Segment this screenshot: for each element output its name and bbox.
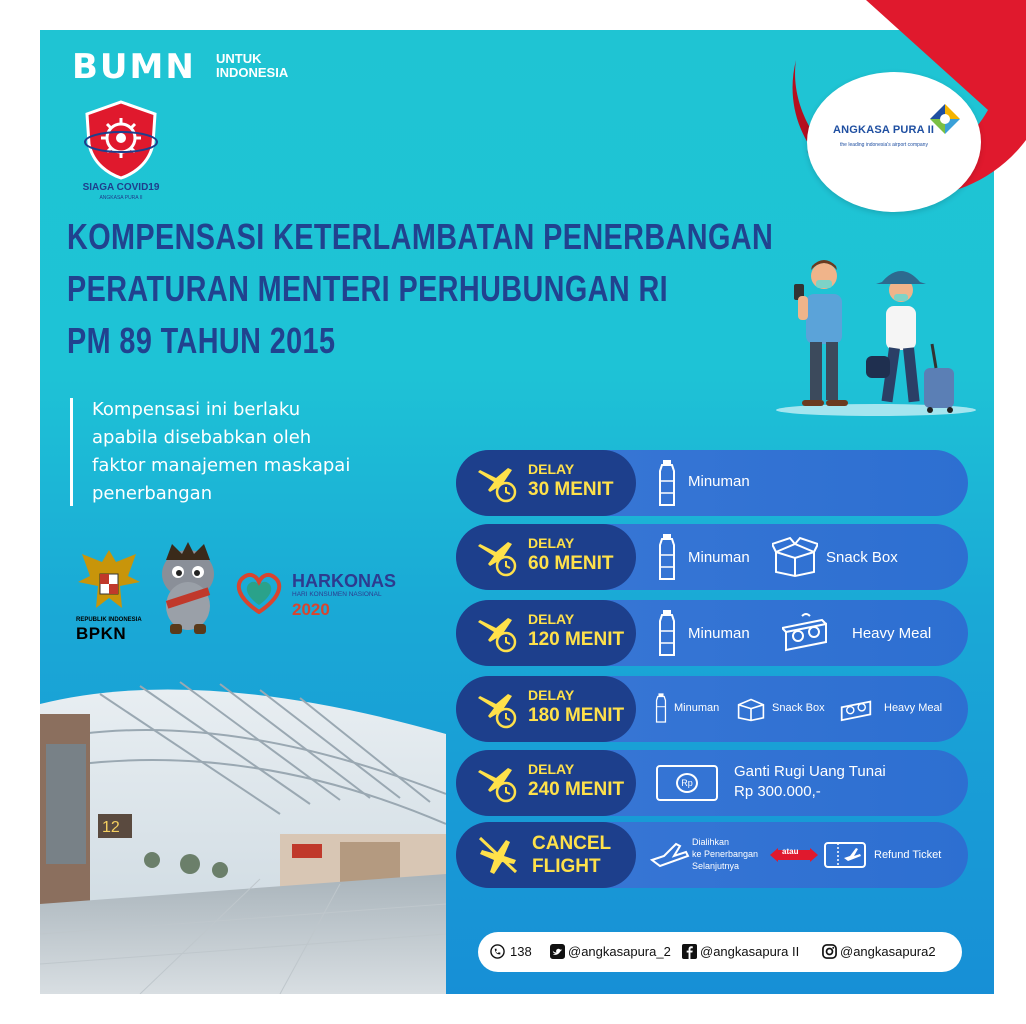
water-bottle-icon [656, 609, 678, 657]
redirect-line-2: ke Penerbangan [692, 849, 759, 859]
intro-line-2: apabila disebabkan oleh [92, 427, 312, 448]
harkonas-heart-icon [234, 572, 284, 614]
cash-icon [656, 765, 718, 801]
cancel-flight-row [456, 822, 968, 888]
water-bottle-icon [654, 691, 668, 725]
facebook-icon [682, 944, 697, 959]
plane-delay-icon [476, 688, 520, 730]
phone-icon [490, 944, 505, 959]
heavy-meal-icon [782, 612, 830, 654]
heavy-meal-icon [834, 693, 878, 723]
compensation-item: Minuman [688, 549, 750, 566]
bpkn-subtitle: REPUBLIK INDONESIA [76, 617, 142, 623]
snack-box-icon [772, 536, 818, 578]
delay-pill [456, 676, 636, 742]
mascot-icon [152, 540, 224, 636]
refund-ticket-label: Refund Ticket [874, 849, 942, 861]
compensation-item: Heavy Meal [852, 625, 932, 642]
delay-label: DELAY [528, 461, 575, 477]
plane-delay-icon [476, 536, 520, 578]
ticket-icon [824, 842, 866, 868]
plane-delay-icon [476, 762, 520, 804]
compensation-amount: Rp 300.000,- [734, 783, 821, 800]
delay-row-30 [456, 450, 968, 516]
plane-delay-icon [476, 462, 520, 504]
harkonas-title: HARKONAS [292, 571, 397, 591]
delay-label: DELAY [528, 761, 575, 777]
rupiah-symbol: Rp [676, 773, 698, 793]
airport-terminal-photo [40, 674, 446, 994]
compensation-item: Minuman [674, 702, 720, 714]
plane-delay-icon [476, 612, 520, 654]
social-contact-bar [478, 932, 962, 972]
plane-cancel-icon [476, 834, 520, 876]
intro-text [92, 396, 432, 508]
bumn-sub-line-2: INDONESIA [216, 65, 289, 80]
delay-duration: 30 MENIT [528, 479, 614, 500]
redirect-line-3: Selanjutnya [692, 861, 740, 871]
delay-row-180 [456, 676, 968, 742]
delay-label: DELAY [528, 687, 575, 703]
siaga-covid-shield-icon [83, 100, 159, 180]
delay-row-60 [456, 524, 968, 590]
instagram-icon [822, 944, 837, 959]
delay-label: DELAY [528, 611, 575, 627]
delay-row-120 [456, 600, 968, 666]
angkasa-pura-logo-icon [928, 102, 962, 136]
harkonas-subtitle: HARI KONSUMEN NASIONAL [292, 591, 382, 598]
bumn-sub-line-1: UNTUK [216, 51, 262, 66]
airport-company-tagline: the leading indonesia's airport company [840, 142, 928, 148]
intro-accent-bar [70, 398, 73, 506]
airport-company-name: ANGKASA PURA II [833, 124, 935, 136]
siaga-covid-title: SIAGA COVID19 [82, 182, 160, 193]
water-bottle-icon [656, 459, 678, 507]
water-bottle-icon [656, 533, 678, 581]
delay-duration: 60 MENIT [528, 553, 614, 574]
snack-box-icon [736, 694, 766, 722]
delay-row-240 [456, 750, 968, 816]
compensation-item: Snack Box [772, 702, 825, 714]
compensation-item: Snack Box [826, 549, 898, 566]
redirect-text [692, 836, 758, 872]
delay-duration: 120 MENIT [528, 629, 625, 650]
delay-pill [456, 450, 636, 516]
plane-redirect-icon [650, 838, 690, 870]
twitter-icon [550, 944, 565, 959]
delay-pill [456, 750, 636, 816]
intro-line-3: faktor manajemen maskapai [92, 455, 351, 476]
travelers-illustration [776, 256, 976, 418]
or-label: atau [782, 847, 799, 856]
compensation-item: Minuman [688, 473, 750, 490]
intro-line-1: Kompensasi ini berlaku [92, 399, 301, 420]
cancel-label-2: FLIGHT [532, 856, 601, 877]
bpkn-logo-text: BPKN [76, 624, 127, 643]
garuda-emblem-icon [76, 546, 142, 620]
twitter-handle[interactable]: @angkasapura_2 [568, 944, 671, 959]
bumn-logo: BUMN [72, 47, 196, 87]
compensation-item: Ganti Rugi Uang Tunai [734, 763, 886, 780]
intro-line-4: penerbangan [92, 483, 213, 504]
facebook-handle[interactable]: @angkasapura II [700, 944, 800, 959]
delay-duration: 240 MENIT [528, 779, 625, 800]
delay-label: DELAY [528, 535, 575, 551]
cancel-label-1: CANCEL [532, 833, 612, 854]
gate-number: 12 [102, 819, 120, 836]
siaga-covid-subtitle: ANGKASA PURA II [99, 195, 143, 201]
page-title-line-1: KOMPENSASI KETERLAMBATAN PENERBANGAN [67, 216, 774, 257]
phone-number[interactable]: 138 [510, 944, 532, 959]
compensation-item: Minuman [688, 625, 750, 642]
instagram-handle[interactable]: @angkasapura2 [840, 944, 936, 959]
bumn-logo-subtitle [216, 52, 288, 80]
cancel-pill [456, 822, 636, 888]
delay-pill [456, 524, 636, 590]
harkonas-year: 2020 [292, 600, 330, 619]
redirect-line-1: Dialihkan [692, 837, 730, 847]
delay-pill [456, 600, 636, 666]
page-title-line-3: PM 89 TAHUN 2015 [67, 320, 336, 361]
delay-duration: 180 MENIT [528, 705, 625, 726]
compensation-item: Heavy Meal [884, 702, 943, 714]
page-title-line-2: PERATURAN MENTERI PERHUBUNGAN RI [67, 268, 669, 309]
